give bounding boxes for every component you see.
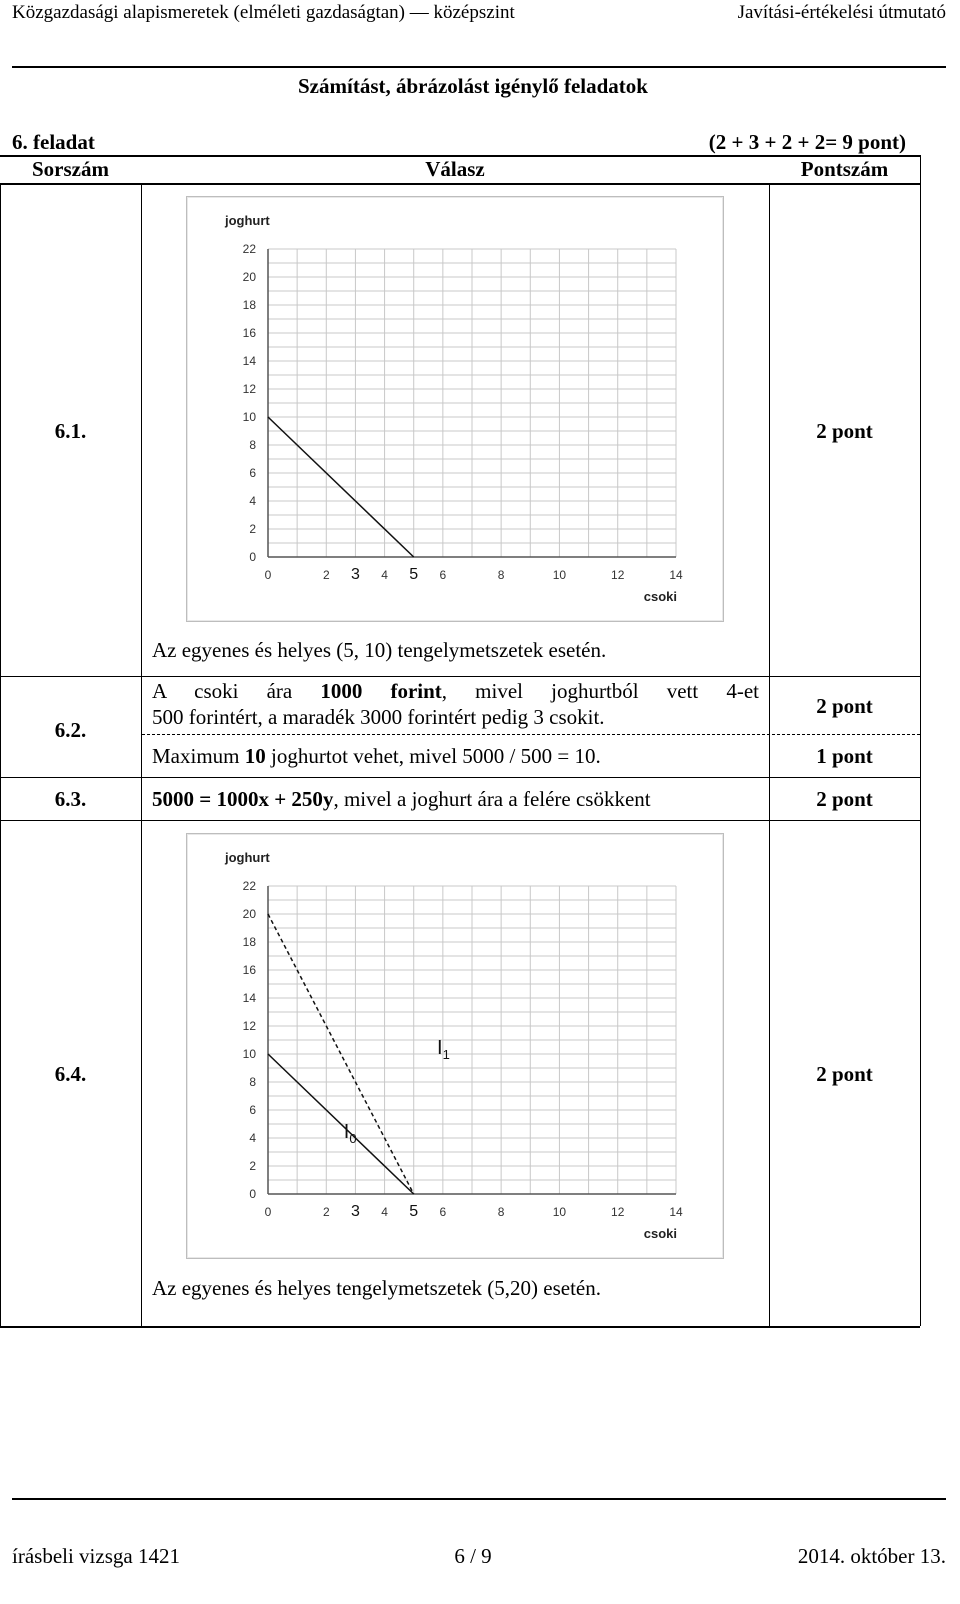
- row-6-3-text-bold: 5000 = 1000x + 250y: [152, 787, 334, 811]
- chart-6-4-x-tick-label: 14: [669, 1205, 683, 1219]
- chart-6-1-y-tick-label: 4: [249, 494, 256, 508]
- chart-6-1-x-tick-label: 2: [322, 568, 330, 582]
- task-points: (2 + 3 + 2 + 2= 9 pont): [708, 130, 906, 154]
- chart-6-4-x-tick-label: 6: [439, 1205, 447, 1219]
- row-6-1-caption: Az egyenes és helyes (5, 10) tengelymetszetek esetén.: [152, 638, 607, 662]
- row-6-3-num: 6.3.: [54, 787, 87, 811]
- chart-6-1-y-tick-label: 12: [242, 382, 256, 396]
- chart-6-1: [186, 196, 724, 622]
- chart-6-4-y-tick-label: 6: [249, 1103, 256, 1117]
- footer-right: 2014. október 13.: [797, 1544, 946, 1568]
- chart-6-4-x-tick-label: 10: [552, 1205, 567, 1219]
- chart-6-1-x-tick-label: 4: [381, 568, 388, 582]
- row-6-2-line3-bold: 10: [244, 744, 266, 768]
- row-6-3-text-rest: , mivel a joghurt ára a felére csökkent: [333, 787, 651, 811]
- row-6-2-line1-bold: 1000 forint: [320, 679, 442, 703]
- footer-rule: [12, 1498, 946, 1500]
- row-6-4-points: 2 pont: [816, 1062, 873, 1086]
- row-6-3-points: 2 pont: [816, 787, 873, 811]
- chart-6-1-x-tick-label: 6: [439, 568, 447, 582]
- col-header-points: Pontszám: [800, 157, 889, 181]
- row-6-2-line3-pre: Maximum: [152, 744, 245, 768]
- chart-6-1-y-tick-label: 8: [249, 438, 256, 452]
- chart-6-4-y-tick-label: 20: [242, 907, 256, 921]
- chart-6-4-y-tick-label: 14: [242, 991, 256, 1005]
- chart-6-1-y-tick-label: 6: [249, 466, 256, 480]
- chart-6-4-series-label-i1: $I_1$: [437, 1037, 450, 1062]
- row-6-2-line1-pre: A csoki ára: [152, 679, 321, 703]
- col-header-num: Sorszám: [32, 157, 109, 181]
- chart-6-1-x-tick-label: 12: [611, 568, 625, 582]
- row-6-2-line1-post: , mivel joghurtból vett 4-et: [441, 679, 759, 703]
- row-6-3-text: [152, 787, 651, 812]
- chart-6-1-x-extra-label: 3: [350, 566, 360, 583]
- chart-6-1-y-tick-label: 18: [242, 298, 256, 312]
- chart-6-1-x-tick-label: 0: [264, 568, 272, 582]
- chart-6-4-x-extra-label: 5: [409, 1203, 419, 1220]
- chart-6-1-x-tick-label: 14: [669, 568, 683, 582]
- row-6-2-num: 6.2.: [54, 718, 87, 742]
- chart-6-1-y-tick-label: 14: [242, 354, 256, 368]
- chart-6-1-y-tick-label: 10: [242, 410, 256, 424]
- chart-6-4-y-axis-title: joghurt: [225, 850, 270, 865]
- chart-6-4-x-tick-label: 2: [322, 1205, 330, 1219]
- chart-6-1-y-tick-label: 20: [242, 270, 256, 284]
- header-right: Javítási-értékelési útmutató: [737, 2, 946, 23]
- chart-6-1-y-axis-title: joghurt: [225, 213, 270, 228]
- row-6-2-points-1: 2 pont: [816, 694, 873, 718]
- chart-6-4-y-tick-label: 2: [249, 1159, 256, 1173]
- chart-6-4-y-tick-label: 12: [242, 1019, 256, 1033]
- row-6-2-line3: [152, 744, 601, 769]
- row-6-4-caption: Az egyenes és helyes tengelymetszetek (5,20) esetén.: [152, 1276, 601, 1300]
- chart-6-4-x-tick-label: 0: [264, 1205, 272, 1219]
- task-label: 6. feladat: [12, 130, 95, 154]
- section-title: Számítást, ábrázolást igénylő feladatok: [298, 74, 648, 98]
- row-6-2-line1: [152, 679, 759, 704]
- chart-6-4-x-extra-label: 3: [350, 1203, 360, 1220]
- chart-6-1-x-tick-label: 10: [552, 568, 567, 582]
- footer-center: 6 / 9: [454, 1544, 492, 1568]
- chart-6-4-y-tick-label: 16: [242, 963, 256, 977]
- row-6-2-line3-post: joghurtot vehet, mivel 5000 / 500 = 10.: [265, 744, 601, 768]
- header-left: Közgazdasági alapismeretek (elméleti gazdaságtan) — középszint: [12, 2, 515, 23]
- chart-6-1-x-axis-title: csoki: [643, 589, 677, 604]
- row-6-2-line2: 500 forintért, a maradék 3000 forintért pedig 3 csokit.: [152, 705, 605, 729]
- chart-6-4-x-axis-title: csoki: [643, 1226, 677, 1241]
- chart-6-4-x-tick-label: 12: [611, 1205, 625, 1219]
- chart-6-4-x-tick-label: 8: [497, 1205, 505, 1219]
- col-header-answer: Válasz: [425, 157, 485, 181]
- row-6-1-points: 2 pont: [816, 419, 873, 443]
- header-rule: [12, 66, 946, 68]
- chart-6-1-x-extra-label: 5: [409, 566, 419, 583]
- chart-6-4-series-label-i0: $I_0$: [343, 1121, 357, 1146]
- chart-6-4-y-tick-label: 10: [242, 1047, 256, 1061]
- chart-6-4: [186, 833, 724, 1259]
- chart-6-4-y-tick-label: 4: [249, 1131, 256, 1145]
- row-6-1-num: 6.1.: [54, 419, 87, 443]
- chart-6-1-svg: [187, 197, 723, 621]
- chart-6-1-x-tick-label: 8: [497, 568, 505, 582]
- chart-6-4-y-tick-label: 0: [249, 1187, 256, 1201]
- row-6-2-points-2: 1 pont: [816, 744, 873, 768]
- chart-6-1-y-tick-label: 2: [249, 522, 256, 536]
- chart-6-1-y-tick-label: 22: [242, 242, 256, 256]
- chart-6-1-y-tick-label: 0: [249, 550, 256, 564]
- chart-6-4-y-tick-label: 18: [242, 935, 256, 949]
- chart-6-4-y-tick-label: 22: [242, 879, 256, 893]
- chart-6-4-y-tick-label: 8: [249, 1075, 256, 1089]
- chart-6-4-svg: [187, 834, 723, 1258]
- chart-6-1-y-tick-label: 16: [242, 326, 256, 340]
- chart-6-4-x-tick-label: 4: [381, 1205, 388, 1219]
- footer-left: írásbeli vizsga 1421: [12, 1544, 180, 1568]
- row-6-4-num: 6.4.: [54, 1062, 87, 1086]
